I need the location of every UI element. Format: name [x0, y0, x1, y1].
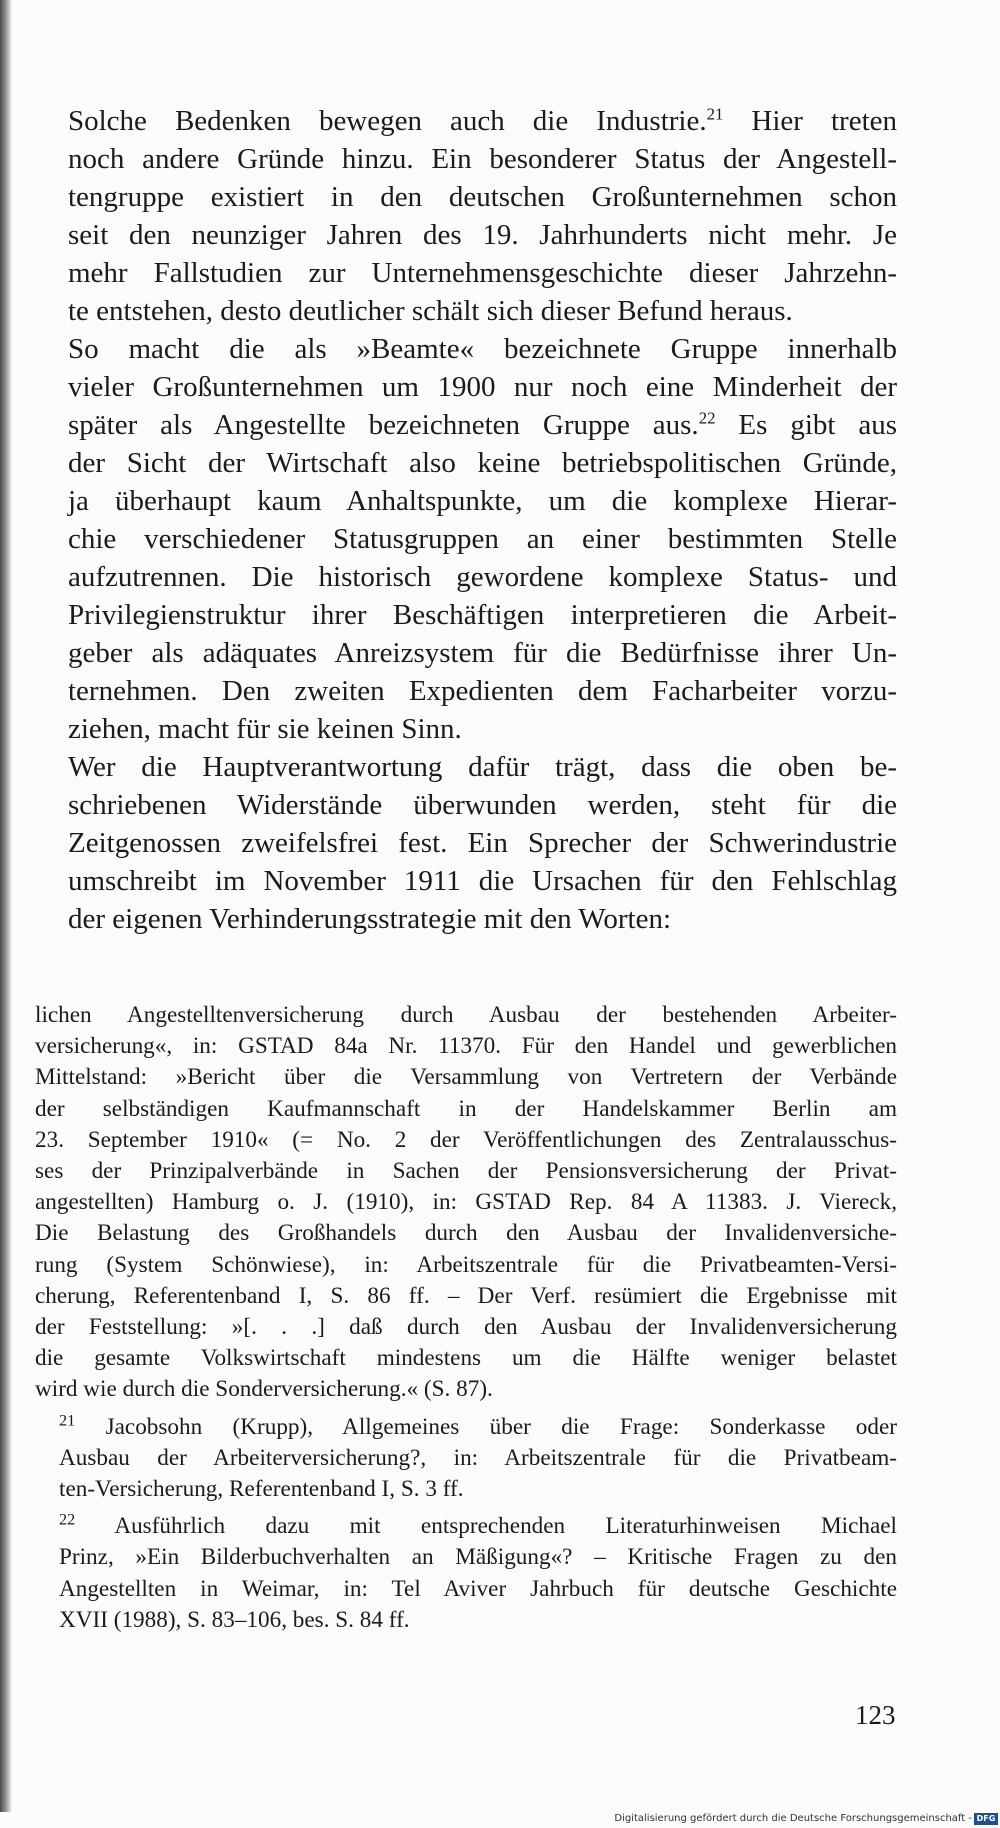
text-line [35, 368, 897, 406]
footnote-reference[interactable]: 21 [706, 104, 724, 124]
text-line [35, 596, 897, 634]
text-line [35, 786, 897, 824]
footnote-text: Prinz, »Ein Bilderbuchverhalten an Mäßigung«? – Kritische Fragen zu den [59, 1544, 897, 1571]
text-segment: Zeitgenossen zweifelsfrei fest. Ein Sprecher der Schwerindustrie [68, 827, 897, 859]
footnote-line [35, 1574, 897, 1605]
footnote-line [35, 1443, 897, 1474]
text-segment: noch andere Gründe hinzu. Ein besonderer Status der Angestell- [68, 143, 897, 175]
footnote-line: die gesamte Volkswirtschaft mindestens um die Hälfte weniger belastet [35, 1345, 897, 1372]
footnote-line: der Feststellung: »[. . .] daß durch den Ausbau der Invalidenversicherung [35, 1314, 897, 1341]
text-segment: seit den neunziger Jahren des 19. Jahrhunderts nicht mehr. Je [68, 219, 897, 251]
text-segment: mehr Fallstudien zur Unternehmensgeschichte dieser Jahrzehn- [68, 257, 897, 289]
body-paragraph [35, 330, 897, 748]
text-segment: aufzutrennen. Die historisch gewordene komplexe Status- und [68, 561, 897, 593]
digitization-credit: Digitalisierung gefördert durch die Deutsche Forschungsgemeinschaft - [614, 1813, 972, 1824]
text-segment: Privilegienstruktur ihrer Beschäftigen interpretieren die Arbeit- [68, 599, 897, 631]
text-line [35, 748, 897, 786]
footnote-line: lichen Angestelltenversicherung durch Ausbau der bestehenden Arbeiter- [35, 1002, 897, 1028]
text-segment: vieler Großunternehmen um 1900 nur noch eine Minderheit der [68, 371, 897, 403]
text-segment: Wer die Hauptverantwortung dafür trägt, dass die oben be- [68, 751, 897, 783]
footnote-text: ten-Versicherung, Referentenband I, S. 3 ff. [59, 1476, 464, 1503]
footnote-line: 23. September 1910« (= No. 2 der Veröffentlichungen des Zentralausschus- [35, 1126, 897, 1153]
text-segment: ja überhaupt kaum Anhaltspunkte, um die komplexe Hierar- [68, 485, 897, 517]
footnote-line: der selbständigen Kaufmannschaft in der Handelskammer Berlin am [35, 1095, 897, 1122]
text-line [35, 216, 897, 254]
footnote-line: wird wie durch die Sonderversicherung.« (S. 87). [35, 1376, 493, 1403]
text-line [35, 558, 897, 596]
text-segment: Es gibt aus [715, 409, 897, 441]
footnote-line: angestellten) Hamburg o. J. (1910), in: GSTAD Rep. 84 A 11383. J. Viereck, [35, 1189, 897, 1216]
text-line [35, 406, 897, 444]
footnote-line: ses der Prinzipalverbände in Sachen der Pensionsversicherung der Privat- [35, 1158, 897, 1185]
footnote-text: Jacobsohn (Krupp), Allgemeines über die Frage: Sonderkasse oder [75, 1413, 897, 1440]
footnote-marker: 22 [59, 1510, 76, 1529]
text-line [35, 140, 897, 178]
page-gutter [0, 0, 12, 1828]
footnote-21 [35, 1412, 897, 1506]
footnote-text: Ausführlich dazu mit entsprechenden Literaturhinweisen Michael [75, 1513, 897, 1540]
text-line [35, 444, 897, 482]
text-segment: später als Angestellte bezeichneten Gruppe aus. [68, 409, 699, 441]
text-segment: umschreibt im November 1911 die Ursachen für den Fehlschlag [68, 865, 897, 897]
text-segment: schriebenen Widerstände überwunden werden, steht für die [68, 789, 897, 821]
text-segment: tengruppe existiert in den deutschen Großunternehmen schon [68, 181, 897, 213]
footnote-line [35, 1412, 897, 1443]
text-line [35, 102, 897, 140]
text-segment: der eigenen Verhinderungsstrategie mit den Worten: [68, 903, 671, 935]
footnote-text: Angestellten in Weimar, in: Tel Aviver Jahrbuch für deutsche Geschichte [59, 1575, 897, 1602]
text-segment: geber als adäquates Anreizsystem für die Bedürfnisse ihrer Un- [68, 637, 897, 669]
text-line [35, 824, 897, 862]
footnotes-section [35, 1000, 897, 1636]
body-paragraph [35, 102, 897, 330]
footnote-line: Die Belastung des Großhandels durch den Ausbau der Invalidenversiche- [35, 1220, 897, 1247]
text-segment: Hier treten [723, 105, 898, 137]
text-segment: der Sicht der Wirtschaft also keine betriebspolitischen Gründe, [68, 447, 897, 479]
text-segment: ziehen, macht für sie keinen Sinn. [68, 713, 462, 745]
text-line [35, 900, 897, 938]
main-text [35, 102, 897, 938]
page-number: 123 [855, 1700, 896, 1730]
footnote-line [35, 1605, 897, 1636]
text-line [35, 178, 897, 216]
footnote-text: XVII (1988), S. 83–106, bes. S. 84 ff. [59, 1606, 410, 1633]
footnote-line: cherung, Referentenband I, S. 86 ff. – Der Verf. resümiert die Ergebnisse mit [35, 1282, 897, 1309]
text-line [35, 520, 897, 558]
text-line [35, 710, 897, 748]
footnote-reference[interactable]: 22 [698, 408, 716, 428]
text-segment: Solche Bedenken bewegen auch die Industrie. [68, 105, 707, 137]
footnote-line: Mittelstand: »Bericht über die Versammlung von Vertretern der Verbände [35, 1064, 897, 1091]
footnote-continuation [35, 1000, 897, 1406]
footnote-line [35, 1511, 897, 1542]
text-segment: ternehmen. Den zweiten Expedienten dem Facharbeiter vorzu- [68, 675, 897, 707]
footnote-22 [35, 1511, 897, 1636]
text-line [35, 862, 897, 900]
footnote-marker: 21 [59, 1410, 76, 1429]
text-segment: So macht die als »Beamte« bezeichnete Gruppe innerhalb [68, 333, 897, 365]
body-paragraph [35, 748, 897, 938]
text-segment: chie verschiedener Statusgruppen an einer bestimmten Stelle [68, 523, 897, 555]
footnote-line [35, 1474, 897, 1505]
text-line [35, 292, 897, 330]
footnote-line [35, 1542, 897, 1573]
text-segment: te entstehen, desto deutlicher schält sich dieser Befund heraus. [68, 295, 793, 327]
dfg-logo: DFG [974, 1813, 998, 1825]
footnote-line: versicherung«, in: GSTAD 84a Nr. 11370. Für den Handel und gewerblichen [35, 1033, 897, 1060]
text-line [35, 634, 897, 672]
text-line [35, 330, 897, 368]
footnote-text: Ausbau der Arbeiterversicherung?, in: Arbeitszentrale für die Privatbeam- [59, 1444, 897, 1471]
text-line [35, 672, 897, 710]
footnote-line: rung (System Schönwiese), in: Arbeitszentrale für die Privatbeamten-Versi- [35, 1251, 897, 1278]
text-line [35, 482, 897, 520]
text-line [35, 254, 897, 292]
